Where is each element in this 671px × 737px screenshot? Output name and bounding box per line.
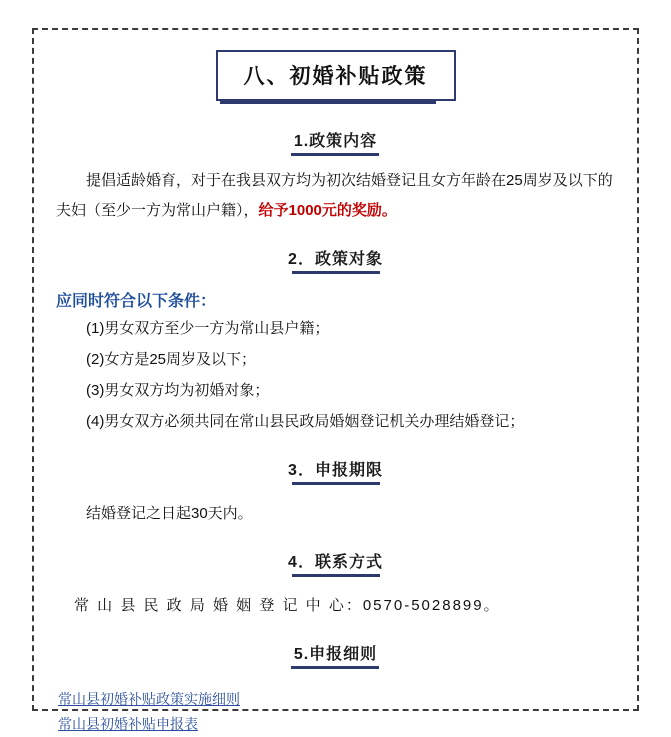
section-heading-policy-content — [56, 128, 615, 156]
policy-content-text: 提倡适龄婚育，对于在我县双方均为初次结婚登记且女方年龄在25周岁及以下的夫妇（至少一方为常山户籍）， — [56, 172, 613, 219]
section-heading-application-period — [56, 457, 615, 485]
link-application-form[interactable]: 常山县初婚补贴申报表 — [58, 716, 198, 732]
section-heading-label: 1.政策内容 — [294, 128, 377, 156]
list-item: (4)男女双方必须共同在常山县民政局婚姻登记机关办理结婚登记； — [86, 413, 525, 430]
section-heading-application-rules — [56, 641, 615, 669]
page-title: 八、初婚补贴政策 — [243, 65, 428, 88]
list-item: (3)男女双方均为初婚对象； — [86, 382, 270, 399]
title-box — [216, 50, 456, 101]
list-item: (1)男女双方至少一方为常山县户籍； — [86, 320, 330, 337]
contact-text: 常 山 县 民 政 局 婚 姻 登 记 中 心：0570-5028899。 — [74, 597, 501, 614]
application-period-text: 结婚登记之日起30天内。 — [86, 505, 253, 522]
attachment-links — [56, 687, 615, 737]
section-heading-label: 2．政策对象 — [288, 246, 383, 274]
document-content — [30, 26, 641, 737]
section-heading-label: 4．联系方式 — [288, 549, 383, 577]
section-heading-policy-target — [56, 246, 615, 274]
section-heading-label: 3．申报期限 — [288, 457, 383, 485]
conditions-title: 应同时符合以下条件： — [56, 293, 217, 310]
section-heading-contact — [56, 549, 615, 577]
list-item: (2)女方是25周岁及以下； — [86, 351, 257, 368]
conditions-list — [56, 313, 615, 437]
section-heading-label: 5.申报细则 — [294, 641, 377, 669]
title-banner — [56, 46, 615, 108]
link-implementation-rules[interactable]: 常山县初婚补贴政策实施细则 — [58, 691, 240, 707]
policy-content-highlight: 给予1000元的奖励。 — [258, 202, 397, 219]
policy-content-paragraph — [56, 166, 615, 226]
